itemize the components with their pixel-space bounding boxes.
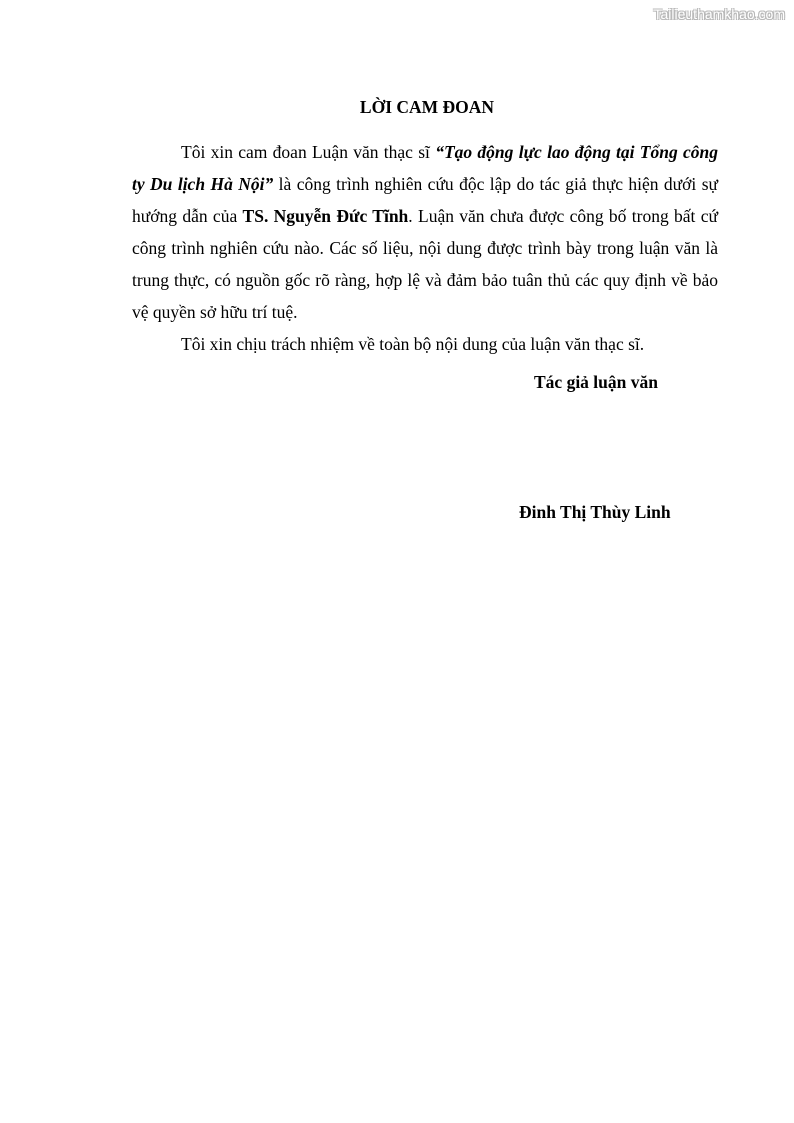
paragraph-middle: là công trình nghiên cứu độc lập do tác giả thực hiện dưới sự hướng dẫn của [132, 174, 718, 226]
thesis-title: “Tạo động lực lao động tại Tổng công ty Du lịch Hà Nội” [132, 142, 719, 194]
supervisor-name: TS. Nguyễn Đức Tĩnh [242, 206, 409, 226]
declaration-paragraph [132, 136, 718, 328]
responsibility-paragraph: Tôi xin chịu trách nhiệm về toàn bộ nội dung của luận văn thạc sĩ. [181, 334, 645, 354]
page-title: LỜI CAM ĐOAN [359, 97, 495, 117]
signature-role: Tác giả luận văn [534, 372, 658, 392]
watermark-text: Tailieuthamkhao.com [653, 6, 785, 22]
paragraph-intro: Tôi xin cam đoan Luận văn thạc sĩ [181, 142, 436, 162]
signature-name: Đinh Thị Thùy Linh [519, 502, 671, 522]
paragraph-rest: . Luận văn chưa được công bố trong bất cứ công trình nghiên cứu nào. Các số liệu, nội dung được trình bày trong luận văn là trung thực, có nguồn gốc rõ ràng, hợp lệ và đảm bảo tuân thủ các quy định về bảo vệ quyền sở hữu trí tuệ. [132, 206, 719, 322]
